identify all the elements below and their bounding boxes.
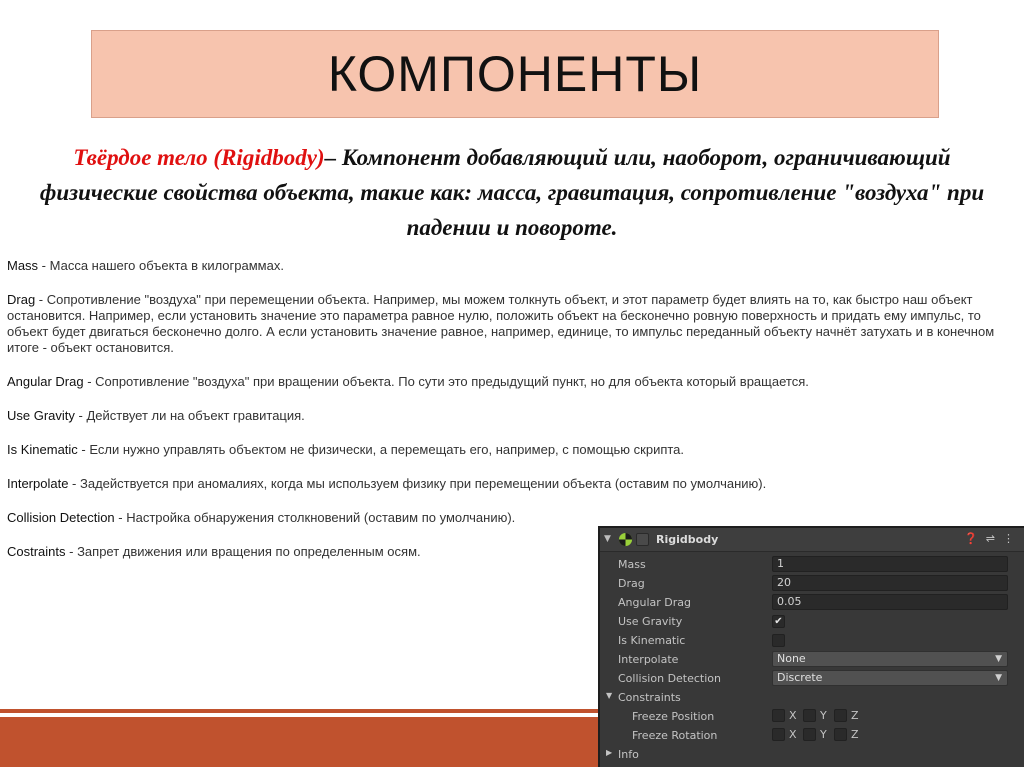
param-angular-drag (7, 374, 1007, 390)
param-is-kinematic (7, 442, 1007, 458)
axis-z-label: Z (851, 709, 859, 722)
rigidbody-component-icon (618, 532, 633, 547)
param-term: Is Kinematic (7, 442, 78, 457)
component-title: Rigidbody (656, 533, 719, 546)
drag-row (600, 574, 1024, 593)
mass-field[interactable]: 1 (772, 556, 1008, 572)
param-drag (7, 292, 1007, 356)
axis-y-label: Y (820, 728, 827, 741)
param-desc: - Масса нашего объекта в килограммах. (38, 258, 284, 273)
settings-sliders-icon[interactable]: ⇌ (985, 532, 995, 545)
param-desc: - Сопротивление "воздуха" при вращении объекта. По сути это предыдущий пункт, но для объекта который вращается. (83, 374, 809, 389)
param-collision-detection (7, 510, 1007, 526)
param-desc: - Задействуется при аномалиях, когда мы используем физику при перемещении объекта (оставим по умолчанию). (68, 476, 767, 491)
param-term: Collision Detection (7, 510, 115, 525)
expanded-arrow-icon[interactable]: ▼ (606, 691, 613, 700)
dropdown-caret-icon: ▼ (995, 673, 1002, 683)
angular-drag-label: Angular Drag (618, 596, 691, 609)
is-kinematic-label: Is Kinematic (618, 634, 686, 647)
lead-term: Твёрдое тело (Rigidbody) (73, 145, 325, 170)
constraints-foldout[interactable] (600, 688, 1024, 707)
angular-drag-field[interactable]: 0.05 (772, 594, 1008, 610)
interpolate-label: Interpolate (618, 653, 679, 666)
is-kinematic-checkbox[interactable] (772, 634, 785, 647)
param-term: Angular Drag (7, 374, 84, 389)
rigidbody-inspector (598, 526, 1024, 767)
footer-line (0, 709, 600, 713)
component-header[interactable] (600, 528, 1024, 552)
collision-detection-value: Discrete (777, 671, 823, 684)
component-enabled-checkbox[interactable] (636, 533, 649, 546)
axis-z-label: Z (851, 728, 859, 741)
use-gravity-row (600, 612, 1024, 631)
param-desc: - Настройка обнаружения столкновений (оставим по умолчанию). (114, 510, 516, 525)
slide-title: КОМПОНЕНТЫ (327, 46, 703, 102)
interpolate-row (600, 650, 1024, 669)
mass-label: Mass (618, 558, 646, 571)
freeze-position-y-checkbox[interactable] (803, 709, 816, 722)
freeze-position-axes (772, 709, 865, 722)
axis-y-label: Y (820, 709, 827, 722)
more-vertical-icon[interactable]: ⋮ (1003, 532, 1014, 545)
collision-detection-row (600, 669, 1024, 688)
param-desc: - Если нужно управлять объектом не физически, а перемещать его, например, с помощью скрипта. (77, 442, 685, 457)
interpolate-dropdown[interactable] (772, 651, 1008, 667)
param-term: Drag (7, 292, 36, 307)
param-term: Interpolate (7, 476, 69, 491)
axis-x-label: X (789, 709, 797, 722)
param-desc: - Запрет движения или вращения по определенным осям. (65, 544, 421, 559)
param-term: Use Gravity (7, 408, 75, 423)
freeze-rotation-label: Freeze Rotation (632, 729, 718, 742)
info-foldout[interactable] (600, 745, 1024, 764)
collision-detection-dropdown[interactable] (772, 670, 1008, 686)
is-kinematic-row (600, 631, 1024, 650)
info-label: Info (618, 748, 639, 761)
freeze-position-z-checkbox[interactable] (834, 709, 847, 722)
param-interpolate (7, 476, 1007, 492)
axis-x-label: X (789, 728, 797, 741)
param-term: Mass (7, 258, 39, 273)
param-mass (7, 258, 1007, 274)
freeze-rotation-axes (772, 728, 865, 741)
angular-drag-row (600, 593, 1024, 612)
mass-row (600, 555, 1024, 574)
param-use-gravity (7, 408, 1007, 424)
collapse-arrow-icon[interactable]: ▼ (604, 534, 611, 544)
check-mark-icon: ✔ (774, 616, 783, 627)
lead-text: – Компонент добавляющий или, наоборот, ограничивающий физические свойства объекта, такие как: масса, гравитация, сопротивление "воздуха" при падении и повороте. (39, 145, 985, 240)
help-icon[interactable]: ❓ (964, 532, 978, 545)
param-desc: - Действует ли на объект гравитация. (74, 408, 305, 423)
use-gravity-checkbox[interactable] (772, 615, 785, 628)
collision-detection-label: Collision Detection (618, 672, 722, 685)
freeze-position-row (600, 707, 1024, 726)
drag-label: Drag (618, 577, 645, 590)
interpolate-value: None (777, 652, 806, 665)
param-term: Costraints (7, 544, 66, 559)
constraints-label: Constraints (618, 691, 681, 704)
freeze-rotation-row (600, 726, 1024, 745)
freeze-rotation-x-checkbox[interactable] (772, 728, 785, 741)
freeze-rotation-y-checkbox[interactable] (803, 728, 816, 741)
dropdown-caret-icon: ▼ (995, 654, 1002, 664)
param-desc: - Сопротивление "воздуха" при перемещении объекта. Например, мы можем толкнуть объект, и этот параметр будет влиять на то, как быстро наш объект остановится. Например, если установить значение это параметра равное нулю, положить объект на бесконечно ровную поверхность и придать ему импульс, то объект будет двигаться бесконечно долго. А если установить значение равное, например, единице, то импульс переданный объекту начнёт затухать и в конечном итоге - объект остановится. (7, 292, 995, 355)
collapsed-arrow-icon[interactable]: ▶ (606, 748, 613, 757)
footer-band (0, 717, 600, 767)
slide-title-box (91, 30, 939, 118)
freeze-rotation-z-checkbox[interactable] (834, 728, 847, 741)
use-gravity-label: Use Gravity (618, 615, 683, 628)
lead-paragraph (20, 140, 1004, 245)
freeze-position-label: Freeze Position (632, 710, 715, 723)
drag-field[interactable]: 20 (772, 575, 1008, 591)
freeze-position-x-checkbox[interactable] (772, 709, 785, 722)
